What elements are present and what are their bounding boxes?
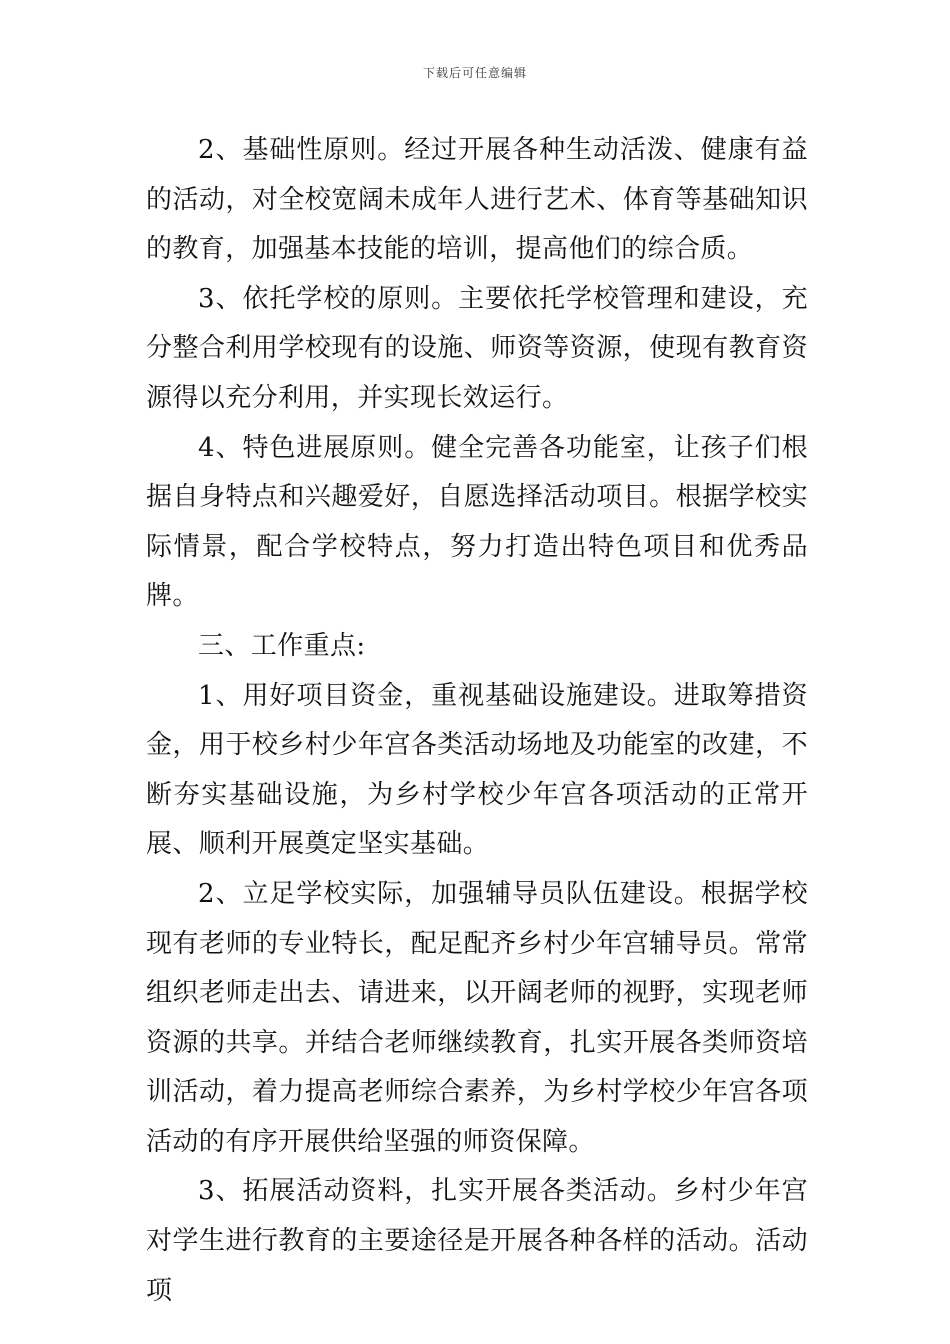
- page-header: 下载后可任意编辑: [422, 66, 527, 80]
- paragraph-focus-1: 1、用好项目资金，重视基础设施建设。进取筹措资金，用于校乡村少年宫各类活动场地及功能室的改建，不断夯实基础设施，为乡村学校少年宫各项活动的正常开展、顺利开展奠定坚实基础。: [146, 680, 808, 860]
- paragraph-principle-4: 4、特色进展原则。健全完善各功能室，让孩子们根据自身特点和兴趣爱好，自愿选择活动项目。根据学校实际情景，配合学校特点，努力打造出特色项目和优秀品牌。: [146, 432, 808, 612]
- paragraph-principle-2: 2、基础性原则。经过开展各种生动活泼、健康有益的活动，对全校宽阔未成年人进行艺术、体育等基础知识的教育，加强基本技能的培训，提高他们的综合质。: [146, 135, 808, 265]
- paragraph-principle-3: 3、依托学校的原则。主要依托学校管理和建设，充分整合利用学校现有的设施、师资等资源，使现有教育资源得以充分利用，并实现长效运行。: [146, 283, 808, 413]
- paragraph-focus-2: 2、立足学校实际，加强辅导员队伍建设。根据学校现有老师的专业特长，配足配齐乡村少年宫辅导员。常常组织老师走出去、请进来，以开阔老师的视野，实现老师资源的共享。并结合老师继续教育，扎实开展各类师资培训活动，着力提高老师综合素养，为乡村学校少年宫各项活动的有序开展供给坚强的师资保障。: [146, 878, 808, 1157]
- section-heading-work-focus: 三、工作重点:: [198, 630, 366, 661]
- document-body: [146, 126, 808, 1316]
- paragraph-focus-3: 3、拓展活动资料，扎实开展各类活动。乡村少年宫对学生进行教育的主要途径是开展各种各样的活动。活动项: [146, 1176, 808, 1306]
